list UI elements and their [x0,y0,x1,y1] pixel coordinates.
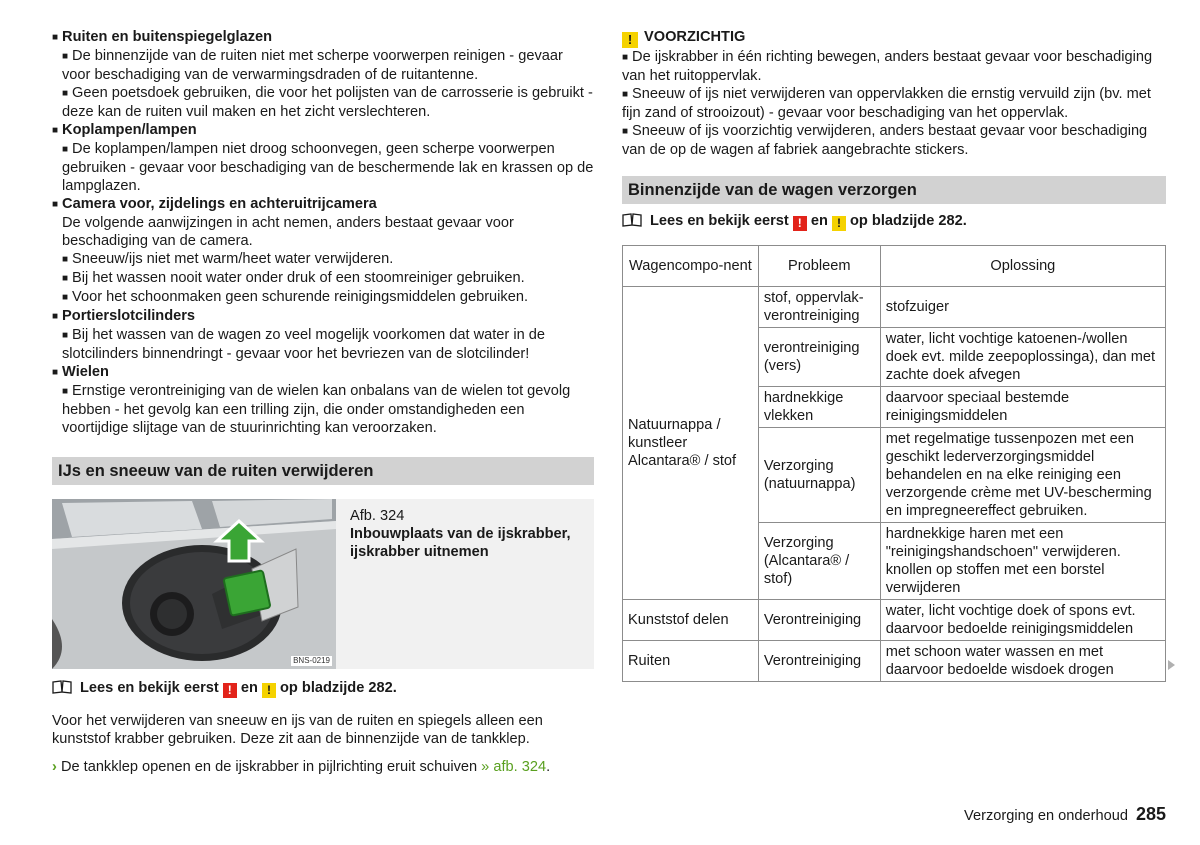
bullet-icon: ■ [52,367,59,378]
read-first-note: Lees en bekijk eerst ! en ! op bladzijde 282. [52,679,594,698]
section-title: ■ Ruiten en buitenspiegelglazen [52,29,273,45]
section-title: ■ Camera voor, zijdelings en achteruitrijcamera [52,196,377,212]
table-cell: hardnekkige haren met een "reinigingshandschoen" verwijderen. knollen op stoffen met een borstel verwijderen [880,523,1165,600]
figure-number: Afb. 324 [350,508,405,524]
table-cell: stofzuiger [880,287,1165,328]
book-icon [622,213,642,227]
right-column [622,28,1166,682]
caution-item: ■ Sneeuw of ijs voorzichtig verwijderen, anders bestaat gevaar voor beschadiging van de op de wagen af fabriek aangebrachte stickers. [622,123,1148,158]
table-cell: verontreiniging (vers) [758,328,880,387]
fuel-flap-illustration [52,499,336,669]
bullet-icon: ■ [622,52,629,63]
table-cell: Kunststof delen [623,600,759,641]
list-item: ■ Ernstige verontreiniging van de wielen kan onbalans van de wielen tot gevolg hebben - het gevolg kan een trilling zijn, die onder omstandigheden een voortijdige slijtage van de stuurinrichting kan veroorzaken. [62,383,571,436]
bullet-icon: ■ [62,330,69,341]
step-arrow-icon: › [52,759,57,775]
column-header: Wagencompo-nent [623,246,759,287]
warning-yellow-icon[interactable]: ! [832,216,846,231]
ice-scraper-illustration [52,499,336,669]
figure-title: Inbouwplaats van de ijskrabber, ijskrabber uitnemen [350,526,571,560]
instruction-step: › De tankklep openen en de ijskrabber in pijlrichting eruit schuiven » afb. 324. [52,759,551,775]
table-row [623,600,1166,641]
table-cell: Verzorging (Alcantara® / stof) [758,523,880,600]
bullet-icon: ■ [62,386,69,397]
table-cell: Ruiten [623,641,759,682]
list-item: ■ De binnenzijde van de ruiten niet met scherpe voorwerpen reinigen - gevaar voor beschadiging van de verwarmingsdraden of de ruitantenne. [62,48,563,83]
table-cell: Natuurnappa / kunstleer Alcantara® / stof [623,287,759,600]
table-cell: met schoon water wassen en met daarvoor bedoelde wisdoek drogen [880,641,1165,682]
table-cell: hardnekkige vlekken [758,387,880,428]
bullet-icon: ■ [52,199,59,210]
section-title: ■ Portierslotcilinders [52,308,196,324]
book-icon [52,680,72,694]
table-cell: daarvoor speciaal bestemde reinigingsmiddelen [880,387,1165,428]
bullet-icon: ■ [52,32,59,43]
section-intro: De volgende aanwijzingen in acht nemen, anders bestaat gevaar voor beschadiging van de camera. [62,215,514,249]
list-item: ■ Geen poetsdoek gebruiken, die voor het polijsten van de carrosserie is gebruikt - deze kan de ruiten vuil maken en het zicht verslechteren. [62,85,593,120]
warning-yellow-icon[interactable]: ! [262,683,276,698]
bullet-icon: ■ [62,292,69,303]
bullet-icon: ■ [62,273,69,284]
caution-item: ■ De ijskrabber in één richting bewegen, anders bestaat gevaar voor beschadiging van het ruitoppervlak. [622,49,1153,84]
read-first-note: Lees en bekijk eerst ! en ! op bladzijde 282. [622,212,1166,231]
table-cell: Verzorging (natuurnappa) [758,428,880,523]
caution-item: ■ Sneeuw of ijs niet verwijderen van oppervlakken die ernstig vervuild zijn (bv. met fijn zand of strooizout) - gevaar voor beschadiging van het oppervlak. [622,86,1151,121]
column-header: Oplossing [880,246,1165,287]
figure-link[interactable]: » afb. 324 [481,759,547,775]
bullet-icon: ■ [62,144,69,155]
figure [52,499,594,669]
list-item: ■ Bij het wassen nooit water onder druk of een stoomreiniger gebruiken. [62,270,525,286]
figure-code: BNS-0219 [293,656,330,665]
page-number: 285 [1135,804,1166,824]
figure-caption [350,507,590,561]
page-footer [964,805,1166,825]
table-header-row [623,246,1166,287]
footer-section: Verzorging en onderhoud [964,808,1128,824]
bullet-icon: ■ [62,88,69,99]
bullet-icon: ■ [622,89,629,100]
list-item: ■ De koplampen/lampen niet droog schoonvegen, geen scherpe voorwerpen gebruiken - gevaar voor beschadiging van de beschermende lak en krassen op de lampglazen. [62,141,594,194]
section-heading: IJs en sneeuw van de ruiten verwijderen [52,457,594,485]
caution-title: ! VOORZICHTIG [622,28,1166,48]
table-cell: Verontreiniging [758,641,880,682]
list-item: ■ Sneeuw/ijs niet met warm/heet water verwijderen. [62,251,394,267]
care-table [622,245,1166,682]
list-item: ■ Voor het schoonmaken geen schurende reinigingsmiddelen gebruiken. [62,289,529,305]
bullet-icon: ■ [52,125,59,136]
bullet-icon: ■ [622,126,629,137]
bullet-icon: ■ [62,254,69,265]
table-cell: Verontreiniging [758,600,880,641]
caution-warning-icon: ! [622,32,638,48]
next-page-arrow-icon[interactable] [1168,660,1175,670]
bullet-icon: ■ [52,311,59,322]
table-cell: met regelmatige tussenpozen met een geschikt lederverzorgingsmiddel behandelen en na elke reiniging een verzorgende crème met UV-bescherming en impregneereffect gebruiken. [880,428,1165,523]
section-title: ■ Koplampen/lampen [52,122,197,138]
bullet-icon: ■ [62,51,69,62]
table-cell: stof, oppervlak-verontreiniging [758,287,880,328]
left-column [52,28,594,776]
table-row [623,641,1166,682]
warning-red-icon[interactable]: ! [223,683,237,698]
table-cell: water, licht vochtige doek of spons evt. daarvoor bedoelde reinigingsmiddelen [880,600,1165,641]
table-row [623,287,1166,328]
warning-red-icon[interactable]: ! [793,216,807,231]
section-heading: Binnenzijde van de wagen verzorgen [622,176,1166,204]
list-item: ■ Bij het wassen van de wagen zo veel mogelijk voorkomen dat water in de slotcilinders binnendringt - gevaar voor het bevriezen van de slotcilinder! [62,327,545,362]
section-title: ■ Wielen [52,364,109,380]
table-cell: water, licht vochtige katoenen-/wollen doek evt. milde zeepoplossinga), dan met zachte doek afvegen [880,328,1165,387]
column-header: Probleem [758,246,880,287]
body-text: Voor het verwijderen van sneeuw en ijs van de ruiten en spiegels alleen een kunststof krabber gebruiken. Deze zit aan de binnenzijde van de tankklep. [52,713,543,747]
